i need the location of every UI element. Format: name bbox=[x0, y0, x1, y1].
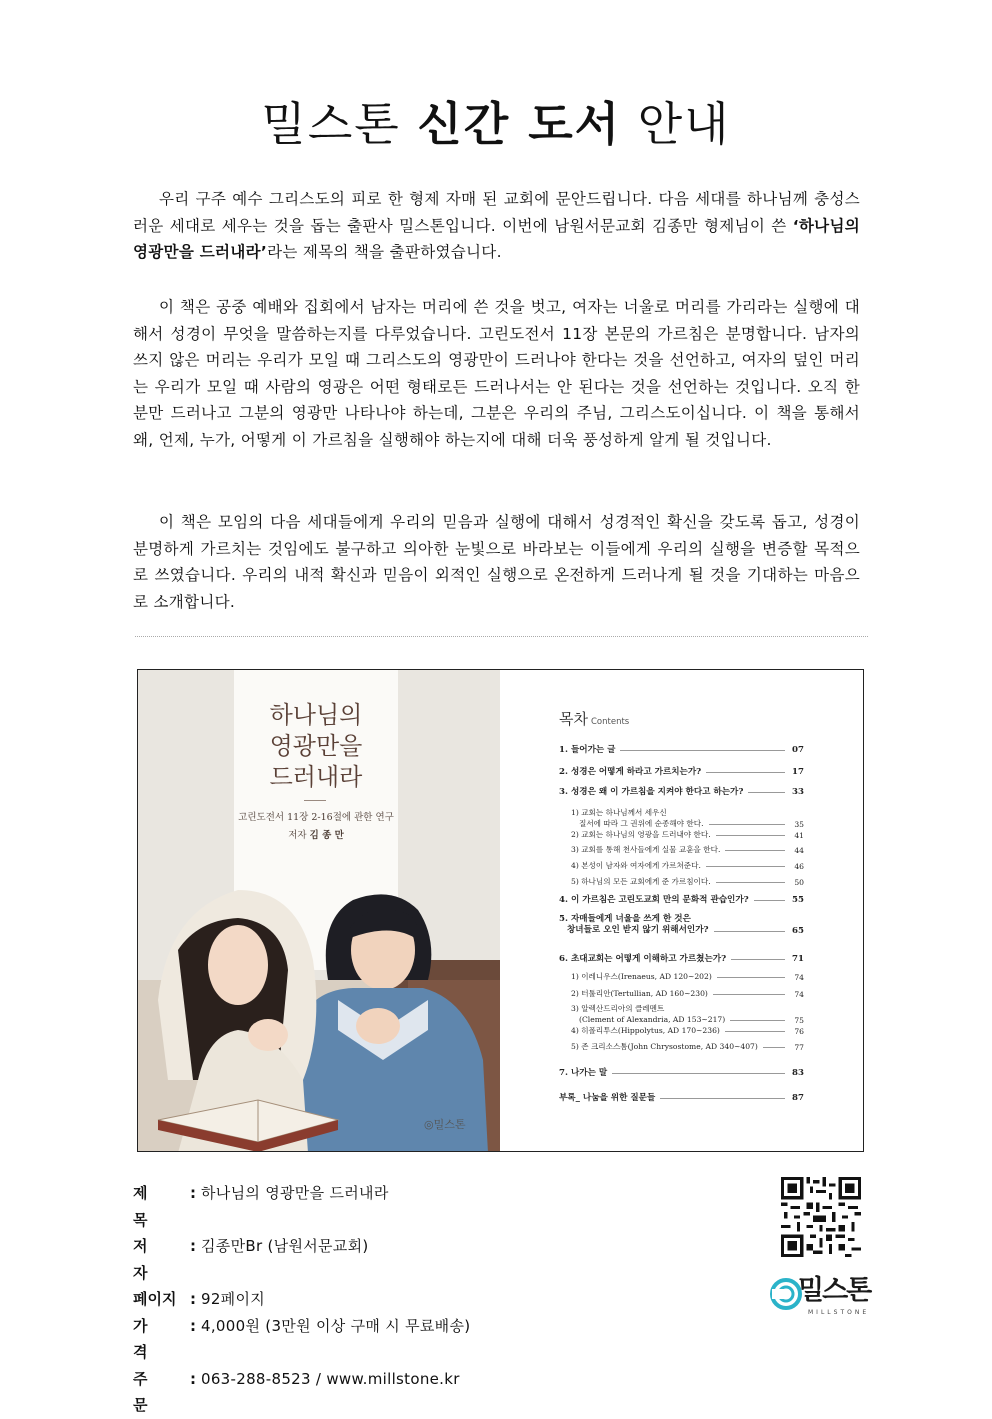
book-cover bbox=[138, 670, 501, 1151]
toc-leader-line bbox=[725, 850, 785, 851]
book-info bbox=[133, 1180, 470, 1419]
toc-leader-line bbox=[660, 1098, 785, 1099]
toc-leader-line bbox=[731, 959, 785, 960]
toc-page-number: 46 bbox=[794, 862, 804, 871]
toc-entry-line: 2) 터툴리안(Tertullian, AD 160~230) bbox=[571, 989, 708, 998]
info-row-author bbox=[133, 1233, 470, 1286]
toc-entry bbox=[559, 893, 804, 905]
toc-entry-line: 5) 하나님의 모든 교회에게 준 가르침이다. bbox=[571, 877, 711, 886]
toc-entry-line: 5) 존 크리소스톰(John Chrysostome, AD 340~407) bbox=[571, 1042, 758, 1051]
toc-entry-line: 2. 성경은 어떻게 하라고 가르치는가? bbox=[559, 767, 702, 777]
toc-entry-line: (Clement of Alexandria, AD 153~217) bbox=[579, 1015, 726, 1024]
toc-page-number: 07 bbox=[792, 745, 804, 755]
toc-leader-line bbox=[713, 994, 785, 995]
toc-leader-line bbox=[754, 900, 785, 901]
info-label-text: 페이지 bbox=[133, 1290, 177, 1308]
toc-entry-title bbox=[559, 743, 615, 755]
info-label bbox=[133, 1286, 185, 1313]
intro-text-b: 라는 제목의 책을 출판하였습니다. bbox=[267, 243, 502, 261]
toc-page-number: 75 bbox=[794, 1016, 804, 1025]
toc-entry bbox=[571, 876, 804, 887]
info-value: 하나님의 영광만을 드러내라 bbox=[201, 1184, 389, 1202]
toc-entry bbox=[571, 844, 804, 855]
toc-entry bbox=[559, 1066, 804, 1078]
toc-leader-line bbox=[725, 1031, 785, 1032]
toc-entry bbox=[571, 971, 804, 982]
purpose-text: 이 책은 모임의 다음 세대들에게 우리의 믿음과 실행에 대해서 성경적인 확신을 갖도록 돕고, 성경이 분명하게 가르치는 것임에도 불구하고 의아한 눈빛으로 바라보는 이들에게 우리의 실행을 변증할 목적으로 쓰였습니다. 우리의 내적 확신과 믿음이 외적인 실행으로 온전하게 드러나게 될 것을 기대하는 마음으로 소개합니다. bbox=[133, 513, 860, 611]
toc-page-number: 74 bbox=[794, 990, 804, 999]
title-part-brand: 밀스톤 bbox=[261, 97, 401, 151]
toc-page-number: 87 bbox=[792, 1093, 804, 1103]
title-part-bold: 신간 도서 bbox=[417, 97, 622, 151]
toc-entry bbox=[571, 1025, 804, 1036]
info-value: 92페이지 bbox=[201, 1290, 266, 1308]
dotted-divider bbox=[135, 636, 868, 637]
info-label-text: 제목 bbox=[133, 1184, 168, 1229]
toc-entry-title bbox=[571, 1041, 758, 1052]
toc-entry-line: 질서에 따라 그 권위에 순종해야 한다. bbox=[579, 819, 704, 828]
book-preview bbox=[137, 669, 864, 1152]
toc-entry bbox=[571, 1041, 804, 1052]
cover-title bbox=[234, 700, 398, 793]
toc-entry-line: 4) 본성이 남자와 여자에게 가르쳐준다. bbox=[571, 861, 701, 870]
cover-illustration bbox=[138, 830, 500, 1152]
cover-title-line: 하나님의 bbox=[269, 701, 363, 729]
info-colon: : bbox=[190, 1290, 196, 1308]
toc-leader-line bbox=[714, 931, 785, 932]
toc-page-number: 83 bbox=[792, 1068, 804, 1078]
toc-page-number: 76 bbox=[794, 1027, 804, 1036]
toc-leader-line bbox=[612, 1073, 785, 1074]
toc-leader-line bbox=[717, 977, 785, 978]
toc-entry-title bbox=[571, 1003, 725, 1025]
toc-entry bbox=[571, 860, 804, 871]
toc-entry-line: 6. 초대교회는 어떻게 이해하고 가르쳤는가? bbox=[559, 954, 727, 964]
toc-entry-line: 부록_ 나눔을 위한 질문들 bbox=[559, 1093, 656, 1103]
info-value: 063-288-8523 / www.millstone.kr bbox=[201, 1369, 460, 1388]
info-row-price bbox=[133, 1313, 470, 1366]
toc-entry bbox=[571, 1003, 804, 1025]
toc-entry-title bbox=[559, 893, 749, 905]
table-of-contents bbox=[500, 670, 863, 1151]
toc-page-number: 77 bbox=[794, 1043, 804, 1052]
toc-page-number: 33 bbox=[792, 787, 804, 797]
toc-entry-title bbox=[571, 829, 711, 840]
toc-entry-line: 3) 알렉산드리아의 클레멘트 bbox=[571, 1004, 665, 1013]
cover-title-line: 드러내라 bbox=[269, 763, 363, 791]
cover-author-name: 김 종 만 bbox=[309, 830, 344, 841]
content-text: 이 책은 공중 예배와 집회에서 남자는 머리에 쓴 것을 벗고, 여자는 너울로 머리를 가리라는 실행에 대해서 성경이 무엇을 말씀하는지를 다루었습니다. 고린도전서 11장 본문의 가르침은 분명합니다. 남자의 쓰지 않은 머리는 우리가 모일 때 그리스도의 영광만이 드러나야 한다는 것을 선언하고, 여자의 덮인 머리는 우리가 모일 때 사람의 영광은 어떤 형태로든 드러나서는 안 된다는 것을 선언하는 것입니다. 오직 한 분만 드러나고 그분의 영광만 나타나야 하는데, 그분은 우리의 주님, 그리스도이십니다. 이 책을 통해서 왜, 언제, 누가, 어떻게 이 가르침을 실행해야 하는지에 대해 더욱 풍성하게 알게 될 것입니다. bbox=[133, 298, 860, 449]
toc-entry-title bbox=[571, 876, 711, 887]
info-label bbox=[133, 1313, 185, 1366]
toc-page-number: 55 bbox=[792, 895, 804, 905]
toc-leader-line bbox=[620, 750, 785, 751]
toc-entry bbox=[559, 1091, 804, 1103]
content-paragraph bbox=[133, 294, 860, 453]
toc-leader-line bbox=[730, 1020, 785, 1021]
toc-entry bbox=[571, 807, 804, 829]
toc-entry-line: 3. 성경은 왜 이 가르침을 지켜야 한다고 하는가? bbox=[559, 787, 744, 797]
toc-heading-en: Contents bbox=[590, 717, 630, 727]
toc-entry-line: 7. 나가는 말 bbox=[559, 1068, 608, 1078]
toc-page-number: 44 bbox=[794, 846, 804, 855]
toc-entry-line: 창녀들로 오인 받지 않기 위해서인가? bbox=[567, 925, 709, 935]
intro-paragraph bbox=[133, 186, 860, 266]
toc-entry-title bbox=[559, 914, 709, 936]
toc-leader-line bbox=[763, 1047, 785, 1048]
book-title-emphasis: ‘하나님의 영광만을 드러내라’ bbox=[133, 216, 860, 261]
toc-entry bbox=[571, 988, 804, 999]
intro-text-a: 우리 구주 예수 그리스도의 피로 한 형제 자매 된 교회에 문안드립니다. 다음 세대를 하나님께 충성스러운 세대로 세우는 것을 돕는 출판사 밀스톤입니다. 이번에 남원서문교회 김종만 형제님이 쓴 bbox=[133, 190, 860, 235]
cover-subtitle: 고린도전서 11장 2-16절에 관한 연구 bbox=[238, 812, 394, 823]
info-label-text: 저자 bbox=[133, 1237, 168, 1282]
toc-page-number: 41 bbox=[794, 831, 804, 840]
toc-heading-ko: 목차 bbox=[559, 710, 588, 728]
toc-page-number: 71 bbox=[792, 954, 804, 964]
toc-leader-line bbox=[716, 835, 785, 836]
info-label bbox=[133, 1233, 185, 1286]
toc-leader-line bbox=[709, 824, 785, 825]
toc-entry-title bbox=[559, 785, 743, 797]
toc-leader-line bbox=[748, 792, 785, 793]
info-label bbox=[133, 1180, 185, 1233]
toc-entry-title bbox=[571, 844, 720, 855]
toc-page-number: 50 bbox=[794, 878, 804, 887]
toc-heading bbox=[559, 708, 629, 729]
toc-entry-title bbox=[559, 1091, 655, 1103]
toc-entry-title bbox=[559, 765, 701, 777]
toc-page-number: 74 bbox=[794, 973, 804, 982]
info-label-text: 가격 bbox=[133, 1316, 168, 1361]
info-colon: : bbox=[190, 1184, 196, 1202]
cover-logo-text: 밀스톤 bbox=[433, 1118, 466, 1131]
toc-entry-title bbox=[571, 860, 701, 871]
toc-leader-line bbox=[706, 772, 785, 773]
cover-title-line: 영광만을 bbox=[269, 732, 363, 760]
qr-code-icon[interactable] bbox=[781, 1177, 861, 1257]
cover-rule bbox=[304, 800, 326, 801]
toc-entry bbox=[559, 743, 804, 755]
toc-entry bbox=[559, 765, 804, 777]
toc-leader-line bbox=[706, 866, 785, 867]
toc-entry-line: 4) 히폴리투스(Hippolytus, AD 170~236) bbox=[571, 1026, 720, 1035]
info-colon: : bbox=[190, 1316, 196, 1335]
toc-page-number: 35 bbox=[794, 820, 804, 829]
cover-logo bbox=[424, 1116, 466, 1132]
toc-entry-line: 2) 교회는 하나님의 영광을 드러내야 한다. bbox=[571, 830, 711, 839]
toc-entry-title bbox=[571, 1025, 720, 1036]
toc-leader-line bbox=[716, 882, 785, 883]
toc-entry-title bbox=[559, 952, 726, 964]
millstone-logo-text: 밀스톤 bbox=[798, 1275, 871, 1306]
toc-page-number: 17 bbox=[792, 767, 804, 777]
cover-author-label: 저자 bbox=[288, 830, 307, 841]
toc-entry-line: 1) 이레니우스(Irenaeus, AD 120~202) bbox=[571, 972, 712, 981]
info-colon: : bbox=[190, 1237, 196, 1255]
info-colon: : bbox=[190, 1369, 196, 1388]
info-label bbox=[133, 1366, 185, 1419]
info-value: 김종만Br (남원서문교회) bbox=[201, 1237, 369, 1255]
toc-entry-line: 3) 교회를 통해 천사들에게 실물 교훈을 한다. bbox=[571, 845, 721, 854]
millstone-logo-subtext: MILLSTONE bbox=[808, 1309, 870, 1316]
info-row-order bbox=[133, 1366, 470, 1419]
toc-entry bbox=[559, 914, 804, 936]
purpose-paragraph bbox=[133, 509, 860, 615]
info-row-pages bbox=[133, 1286, 470, 1313]
toc-entry bbox=[571, 829, 804, 840]
title-part-end: 안내 bbox=[637, 97, 731, 151]
toc-entry-title bbox=[571, 971, 712, 982]
toc-entry-title bbox=[571, 988, 708, 999]
toc-entry-title bbox=[571, 807, 704, 829]
info-label-text: 주문 bbox=[133, 1369, 168, 1414]
info-value: 4,000원 (3만원 이상 구매 시 무료배송) bbox=[201, 1316, 471, 1335]
toc-entry-line: 1. 들어가는 글 bbox=[559, 745, 616, 755]
toc-entry-line: 1) 교회는 하나님께서 세우신 bbox=[571, 808, 667, 817]
toc-entry-line: 4. 이 가르침은 고린도교회 만의 문화적 관습인가? bbox=[559, 895, 749, 905]
toc-entry bbox=[559, 785, 804, 797]
toc-entry-title bbox=[559, 1066, 607, 1078]
info-row-title bbox=[133, 1180, 470, 1233]
toc-entry-line: 5. 자매들에게 너울을 쓰게 한 것은 bbox=[559, 914, 691, 924]
toc-page-number: 65 bbox=[792, 926, 804, 936]
millstone-logo-icon: ◎ bbox=[424, 1118, 434, 1131]
toc-entry bbox=[559, 952, 804, 964]
page-title bbox=[0, 88, 992, 154]
